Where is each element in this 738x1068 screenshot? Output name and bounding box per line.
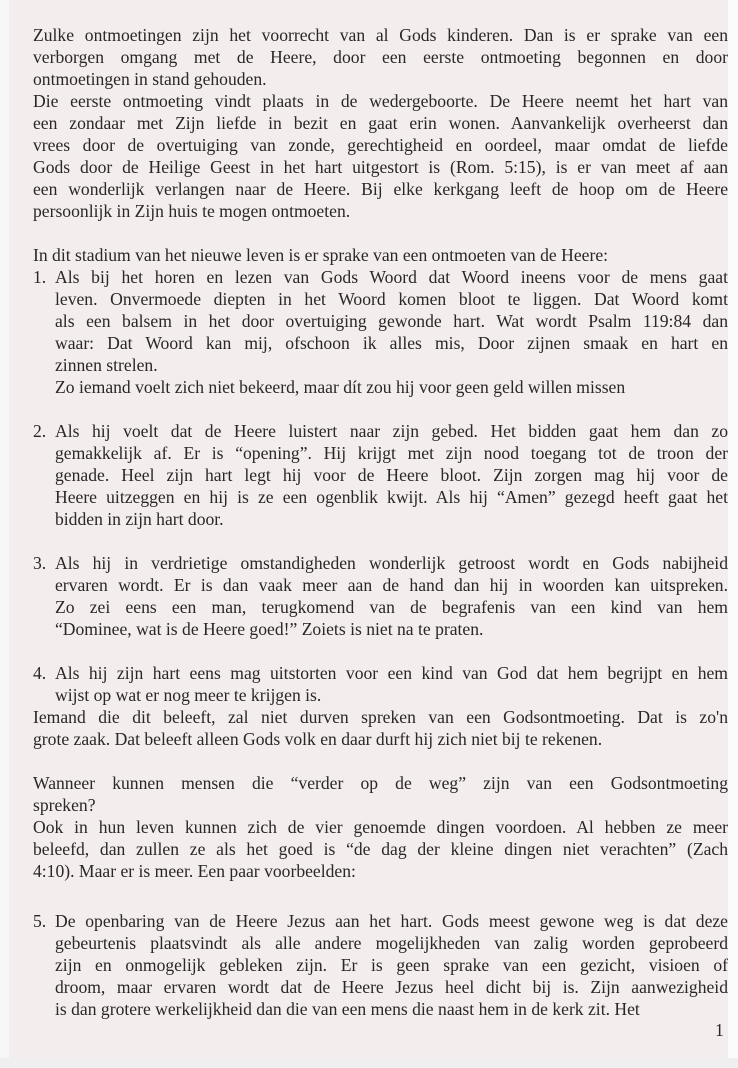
text-line: waar: Dat Woord kan mij, ofschoon ik alles mis, Door zijnen smaak en hart en [55,333,728,353]
text-line: Heere uitzeggen en hij is ze een ogenblik kwijt. Als hij “Amen” gezegd heeft gaat het [55,487,728,507]
paragraph [33,772,728,816]
text-line: Ook in hun leven kunnen zich de vier genoemde dingen voordoen. Al hebben ze meer [33,817,728,837]
scan-bottom-edge [0,1058,738,1068]
text-line: “Dominee, wat is de Heere goed!” Zoiets is niet na te praten. [55,619,484,639]
text-line: genade. Heel zijn hart legt hij voor de Heere bloot. Zijn zorgen mag hij voor de [55,465,728,485]
text-line: Die eerste ontmoeting vindt plaats in de wedergeboorte. De Heere neemt het hart van [33,91,728,111]
text-line: gebeurtenis plaatsvindt als alle andere mogelijkheden van zalig worden geprobeerd [55,933,728,953]
text-line: gemakkelijk af. Er is “opening”. Hij krijgt met zijn nood toegang tot de troon der [55,443,728,463]
text-section [33,910,728,1020]
text-line: Zo zei eens een man, terugkomend van de begrafenis van een kind van hem [55,597,728,617]
text-line: ontmoetingen in stand gehouden. [33,69,267,89]
text-line: een wonderlijk verlangen naar de Heere. Bij elke kerkgang leeft de hoop om de Heere [33,179,728,199]
list-item-number: 5. [33,911,47,931]
numbered-list-item [33,662,728,706]
list-item-number: 2. [33,421,47,441]
numbered-list-item [33,910,728,1020]
text-line: grote zaak. Dat beleeft alleen Gods volk en daar durft hij zich niet bij te rekenen. [33,729,603,749]
text-section [33,552,728,640]
text-line: persoonlijk in Zijn huis te mogen ontmoeten. [33,201,351,221]
text-line: In dit stadium van het nieuwe leven is er sprake van een ontmoeten van de Heere: [33,245,609,265]
scan-right-edge [728,0,738,1068]
numbered-list-item [33,266,728,398]
text-line: Gods door de Heilige Geest in het hart uitgestort is (Rom. 5:15), is er van meet af aan [33,157,728,177]
paragraph [33,244,728,266]
text-line: Iemand die dit beleeft, zal niet durven spreken van een Godsontmoeting. Dat is zo'n [33,707,728,727]
paragraph [33,706,728,750]
text-line: droom, maar ervaren wordt dat de Heere Jezus heel dicht bij is. Zijn aanwezigheid [55,977,728,997]
page-number: 1 [715,1020,724,1040]
text-line: De openbaring van de Heere Jezus aan het hart. Gods meest gewone weg is dat deze [55,911,728,931]
text-line: een zondaar met Zijn liefde in bezit en gaat erin wonen. Aanvankelijk overheerst dan [33,113,728,133]
text-line: Als bij het horen en lezen van Gods Woord dat Woord ineens voor de mens gaat [55,267,728,287]
text-line: vrees door de overtuiging van zonde, gerechtigheid en oordeel, maar omdat de liefde [33,135,728,155]
text-section [33,662,728,750]
numbered-list-item [33,552,728,640]
text-line: wijst op wat er nog meer te krijgen is. [55,685,322,705]
text-line: als een balsem in het door overtuiging gewonde hart. Wat wordt Psalm 119:84 dan [55,311,728,331]
text-line: ervaren wordt. Er is dan vaak meer aan de hand dan hij in woorden kan uitspreken. [55,575,728,595]
text-line: zinnen strelen. [55,355,158,375]
paragraph [33,24,728,90]
text-line: zijn en onmogelijk gebleken zijn. Er is geen sprake van een gezicht, visioen of [55,955,728,975]
text-line: Als hij zijn hart eens mag uitstorten voor een kind van God dat hem begrijpt en hem [55,663,728,683]
text-line: leven. Onvermoede diepten in het Woord komen bloot te liggen. Dat Woord komt [55,289,728,309]
text-line: is dan grotere werkelijkheid dan die van een mens die naast hem in de kerk zit. Het [55,999,640,1019]
text-line: 4:10). Maar er is meer. Een paar voorbeelden: [33,861,356,881]
text-line: Als hij voelt dat de Heere luistert naar zijn gebed. Het bidden gaat hem dan zo [55,421,728,441]
text-section [33,24,728,222]
text-line: verborgen omgang met de Heere, door een eerste ontmoeting begonnen en door [33,47,728,67]
text-section [33,420,728,530]
list-item-number: 3. [33,553,47,573]
paragraph [33,816,728,882]
list-item-number: 4. [33,663,47,683]
text-line: Zulke ontmoetingen zijn het voorrecht van al Gods kinderen. Dan is er sprake van een [33,25,728,45]
text-line: bidden in zijn hart door. [55,509,224,529]
text-line: Zo iemand voelt zich niet bekeerd, maar dít zou hij voor geen geld willen missen [55,377,626,397]
numbered-list-item [33,420,728,530]
page-body-text [33,24,728,1020]
text-line: beleefd, dan zullen ze als het goed is “de dag der kleine dingen niet verachten” (Zach [33,839,728,859]
text-line: Als hij in verdrietige omstandigheden wonderlijk getroost wordt en Gods nabijheid [55,553,728,573]
document-page [9,0,728,1058]
list-item-number: 1. [33,267,47,287]
text-section [33,244,728,398]
paragraph [33,90,728,222]
text-section [33,772,728,882]
text-line: Wanneer kunnen mensen die “verder op de weg” zijn van een Godsontmoeting [33,773,728,793]
text-line: spreken? [33,795,96,815]
